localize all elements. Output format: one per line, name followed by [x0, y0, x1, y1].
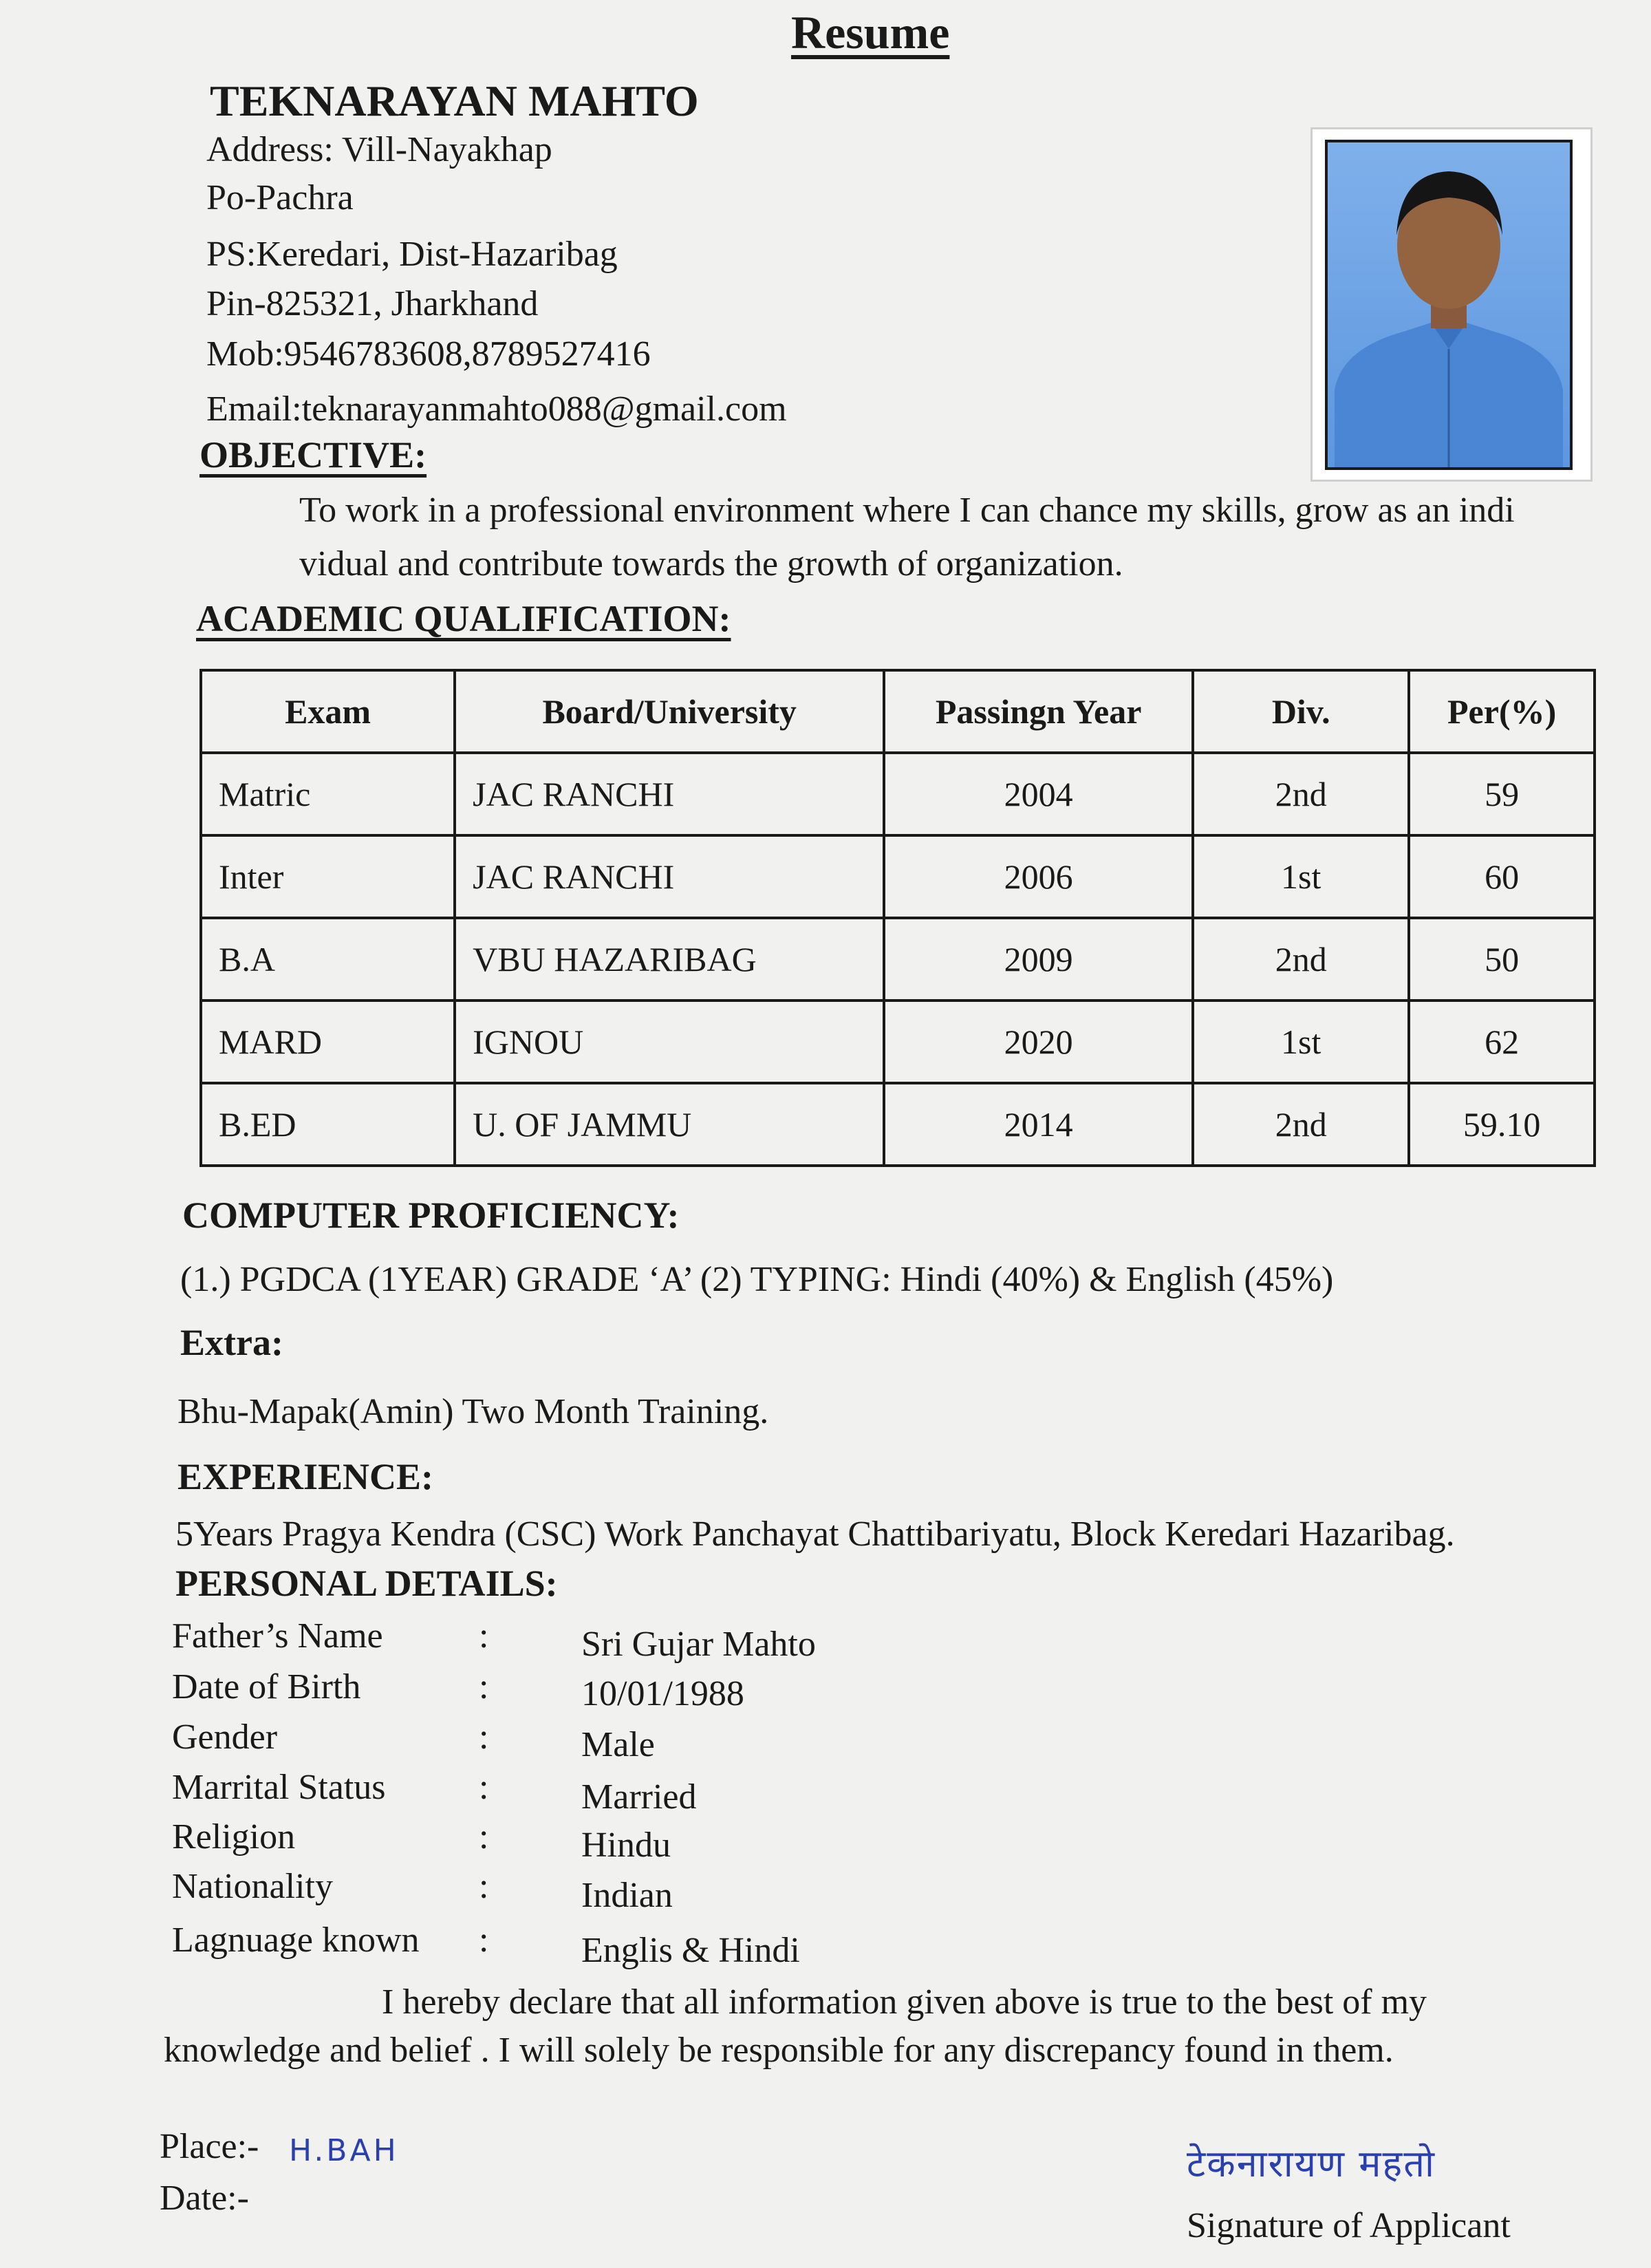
table-cell: 2009 — [884, 918, 1193, 1001]
declaration-line: knowledge and belief . I will solely be responsible for any discrepancy found in them. — [164, 2031, 1394, 2070]
personal-value: Hindu — [581, 1826, 671, 1865]
personal-value: Sri Gujar Mahto — [581, 1625, 816, 1664]
table-cell: IGNOU — [455, 1001, 884, 1083]
date-label: Date:- — [160, 2179, 249, 2218]
document-title: Resume — [791, 6, 950, 58]
place-value: H.BAH — [289, 2133, 399, 2168]
table-cell: 2004 — [884, 753, 1193, 835]
mobile-line: Mob:9546783608,8789527416 — [206, 334, 651, 374]
personal-label: Gender — [172, 1718, 278, 1757]
personal-label: Lagnuage known — [172, 1921, 420, 1960]
applicant-name: TEKNARAYAN MAHTO — [210, 76, 699, 125]
table-cell: Matric — [201, 753, 455, 835]
table-cell: 2nd — [1193, 918, 1409, 1001]
email-line: Email:teknarayanmahto088@gmail.com — [206, 389, 787, 429]
table-cell: U. OF JAMMU — [455, 1083, 884, 1166]
personal-value: Indian — [581, 1876, 673, 1915]
personal-heading: PERSONAL DETAILS: — [175, 1563, 558, 1604]
table-cell: MARD — [201, 1001, 455, 1083]
table-cell: 50 — [1409, 918, 1595, 1001]
extra-text: Bhu-Mapak(Amin) Two Month Training. — [177, 1392, 769, 1431]
table-cell: 1st — [1193, 1001, 1409, 1083]
personal-colon: : — [479, 1867, 489, 1906]
declaration-line: I hereby declare that all information given above is true to the best of my — [382, 1982, 1427, 2022]
table-row — [201, 753, 1595, 835]
personal-label: Nationality — [172, 1867, 333, 1906]
extra-heading: Extra: — [180, 1322, 283, 1363]
computer-text: (1.) PGDCA (1YEAR) GRADE ‘A’ (2) TYPING: Hindi (40%) & English (45%) — [180, 1260, 1334, 1299]
personal-colon: : — [479, 1921, 489, 1960]
personal-label: Date of Birth — [172, 1667, 361, 1707]
address-line: Address: Vill-Nayakhap — [206, 130, 552, 169]
address-line: Pin-825321, Jharkhand — [206, 284, 539, 323]
table-cell: 1st — [1193, 835, 1409, 918]
personal-value: Married — [581, 1777, 697, 1817]
personal-colon: : — [479, 1817, 489, 1857]
table-row — [201, 835, 1595, 918]
table-cell: B.ED — [201, 1083, 455, 1166]
table-header-row — [201, 670, 1595, 753]
personal-colon: : — [479, 1616, 489, 1656]
table-cell: 2014 — [884, 1083, 1193, 1166]
personal-label: Religion — [172, 1817, 296, 1857]
table-cell: 2nd — [1193, 753, 1409, 835]
personal-value: Male — [581, 1725, 655, 1764]
personal-value: Englis & Hindi — [581, 1931, 800, 1970]
table-cell: Inter — [201, 835, 455, 918]
personal-value: 10/01/1988 — [581, 1674, 744, 1713]
academic-table — [199, 669, 1596, 1167]
column-header: Exam — [201, 670, 455, 753]
table-cell: 2020 — [884, 1001, 1193, 1083]
column-header: Passingn Year — [884, 670, 1193, 753]
academic-heading: ACADEMIC QUALIFICATION: — [196, 598, 731, 639]
personal-colon: : — [479, 1768, 489, 1807]
table-cell: 59 — [1409, 753, 1595, 835]
place-label: Place:- — [160, 2127, 259, 2166]
address-line: PS:Keredari, Dist-Hazaribag — [206, 235, 618, 274]
table-cell: 59.10 — [1409, 1083, 1595, 1166]
column-header: Per(%) — [1409, 670, 1595, 753]
personal-colon: : — [479, 1667, 489, 1707]
signature-label: Signature of Applicant — [1187, 2206, 1511, 2245]
objective-heading: OBJECTIVE: — [199, 434, 427, 475]
objective-line: To work in a professional environment where I can chance my skills, grow as an indi — [299, 491, 1515, 530]
table-cell: 60 — [1409, 835, 1595, 918]
table-cell: JAC RANCHI — [455, 835, 884, 918]
table-cell: 62 — [1409, 1001, 1595, 1083]
column-header: Div. — [1193, 670, 1409, 753]
table-row — [201, 1001, 1595, 1083]
address-line: Po-Pachra — [206, 178, 354, 217]
personal-colon: : — [479, 1718, 489, 1757]
table-cell: 2006 — [884, 835, 1193, 918]
table-cell: 2nd — [1193, 1083, 1409, 1166]
applicant-photo — [1310, 127, 1593, 482]
table-cell: JAC RANCHI — [455, 753, 884, 835]
table-row — [201, 1083, 1595, 1166]
personal-label: Marrital Status — [172, 1768, 386, 1807]
table-cell: VBU HAZARIBAG — [455, 918, 884, 1001]
table-row — [201, 918, 1595, 1001]
personal-label: Father’s Name — [172, 1616, 383, 1656]
signature: टेकनारायण महतो — [1187, 2142, 1436, 2185]
experience-text: 5Years Pragya Kendra (CSC) Work Panchayat Chattibariyatu, Block Keredari Hazaribag. — [175, 1515, 1455, 1554]
computer-heading: COMPUTER PROFICIENCY: — [182, 1195, 680, 1236]
column-header: Board/University — [455, 670, 884, 753]
table-cell: B.A — [201, 918, 455, 1001]
experience-heading: EXPERIENCE: — [177, 1456, 434, 1497]
objective-line: vidual and contribute towards the growth of organization. — [299, 544, 1123, 584]
